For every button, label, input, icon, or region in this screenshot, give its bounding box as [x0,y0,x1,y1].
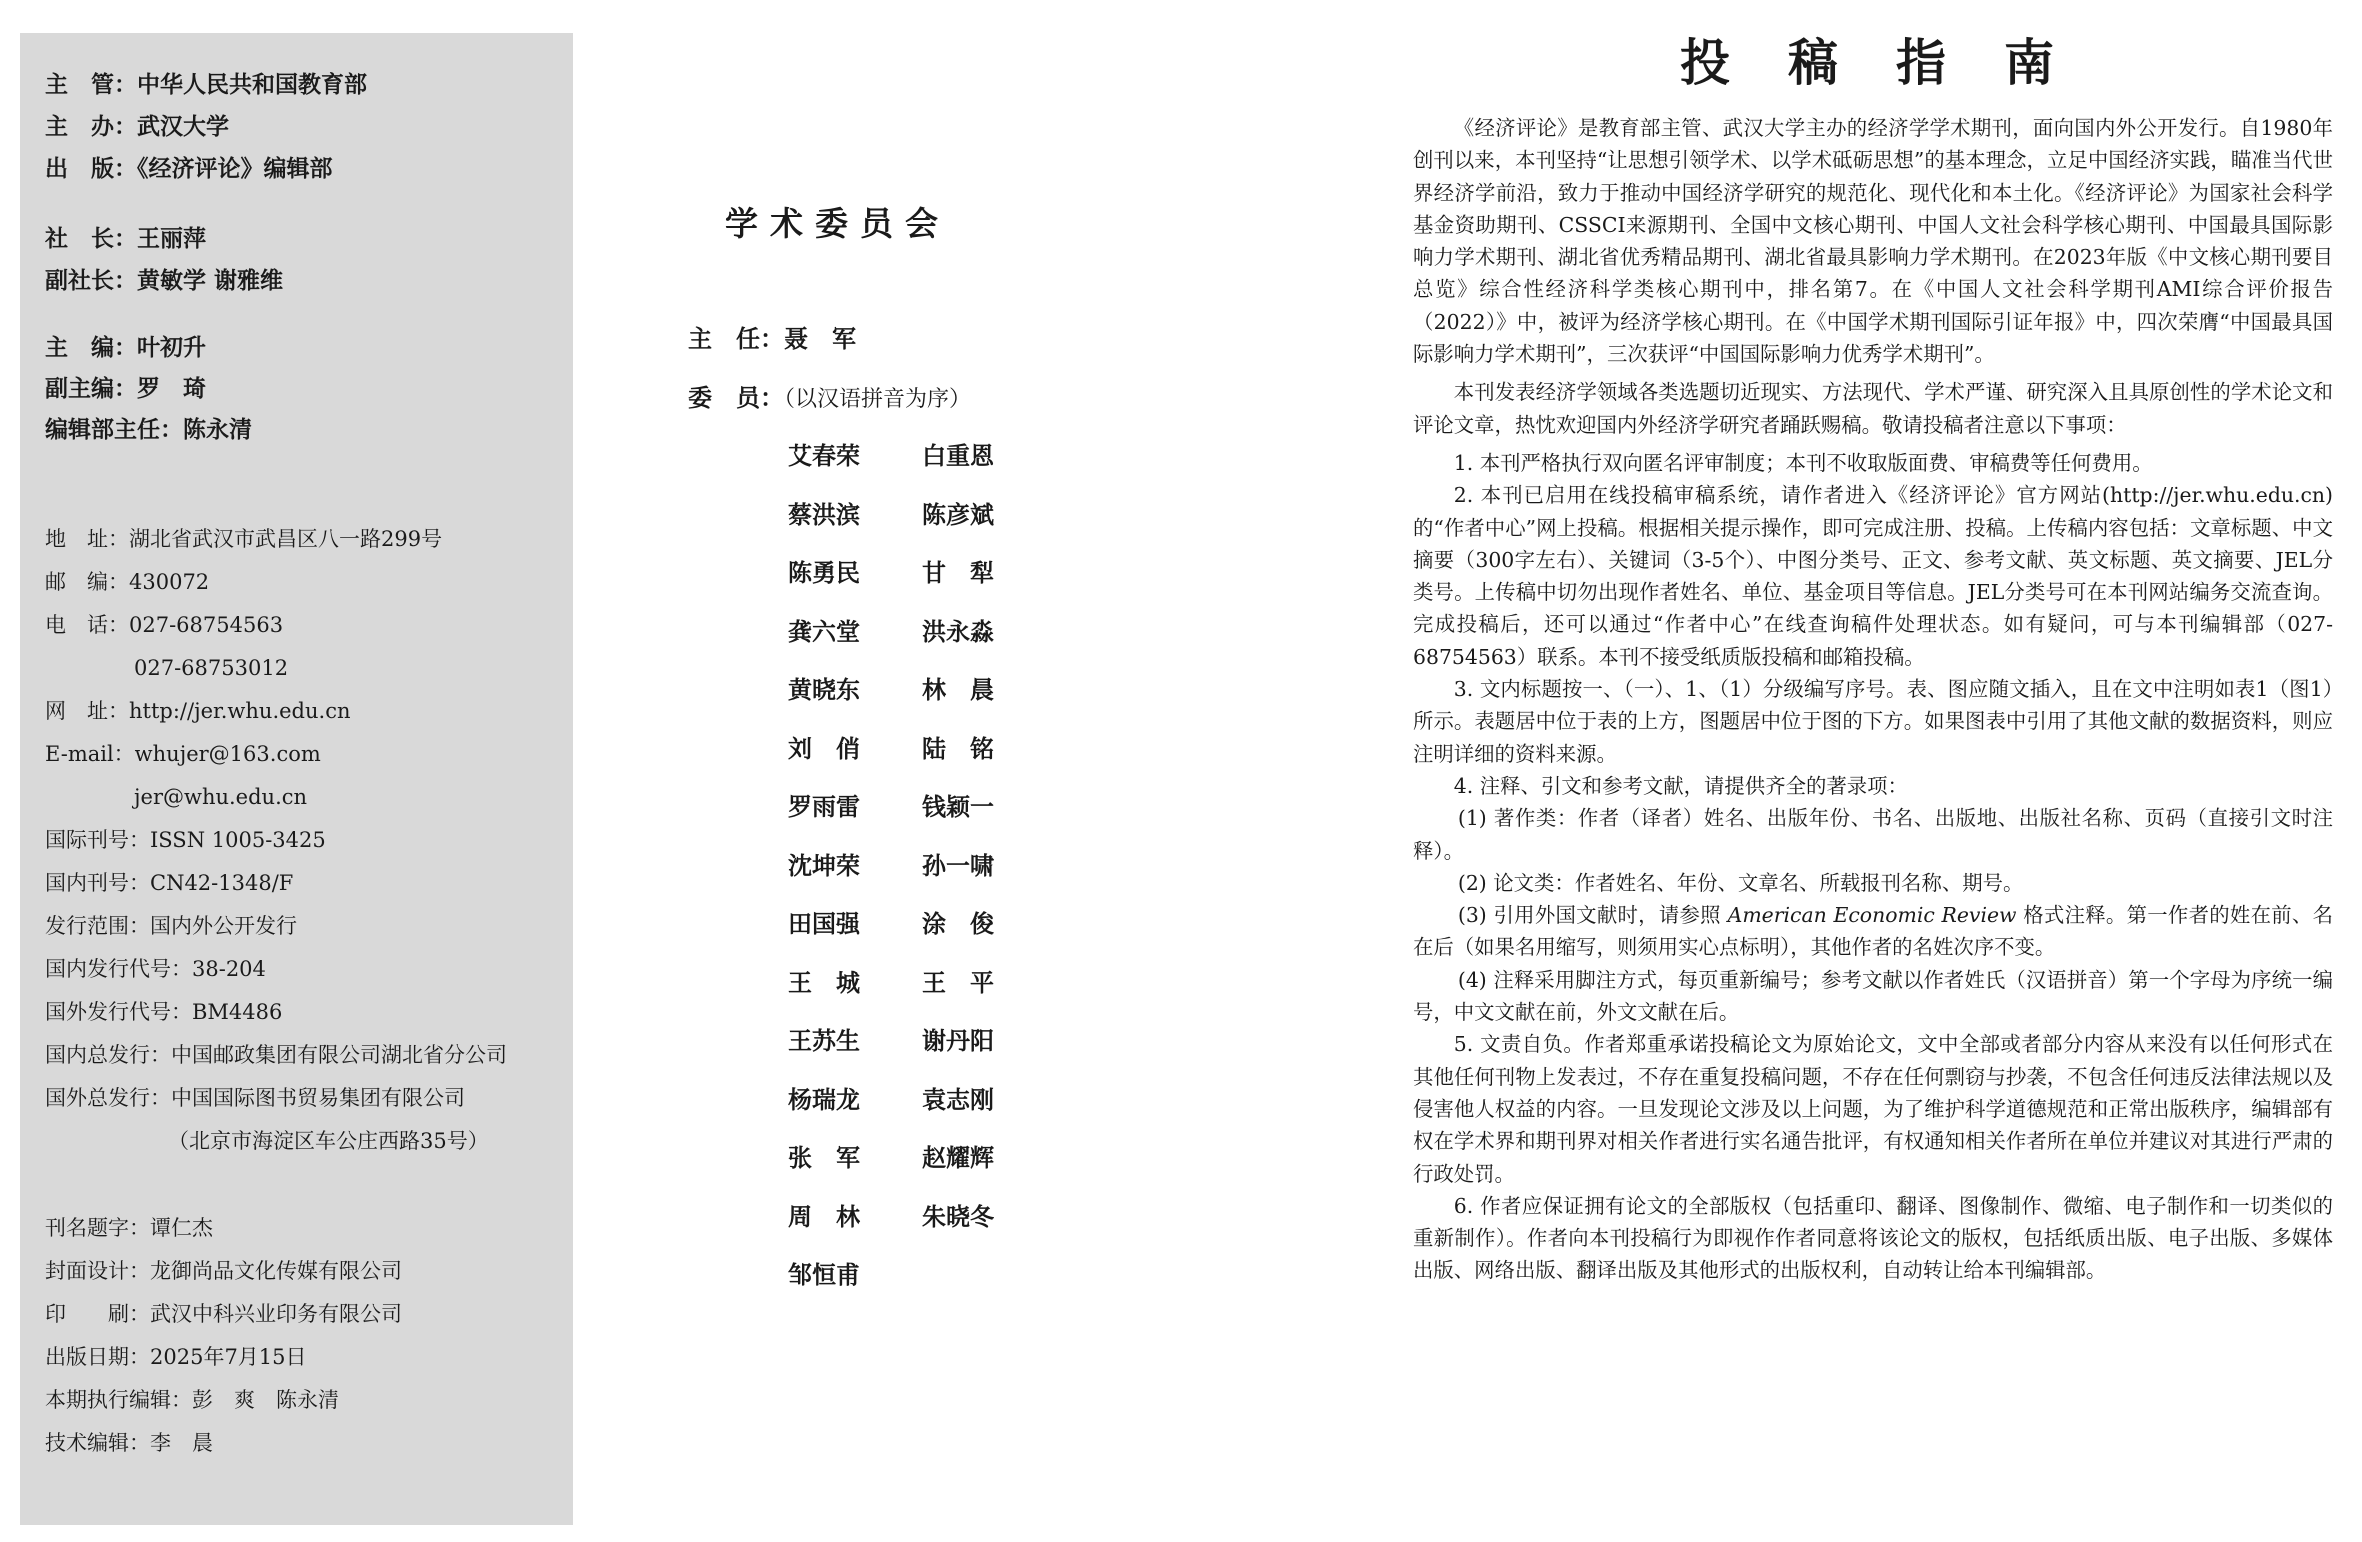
masthead-line: 电 话：027-68754563 [45,613,284,637]
guide-item-2: 2. 本刊已启用在线投稿审稿系统，请作者进入《经济评论》官方网站(http://jer.whu.edu.cn)的“作者中心”网上投稿。根据相关提示操作，即可完成注册、投稿。上传稿内容包括：文章标题、中文摘要（300字左右）、关键词（3-5个）、中图分类号、正文、参考文献、英文标题、英文摘要、JEL分类号。上传稿中切勿出现作者姓名、单位、基金项目等信息。JEL分类号可在本刊网站编务交流查询。完成投稿后，还可以通过“作者中心”在线查询稿件处理状态。如有疑问，可与本刊编辑部（027-68754563）联系。本刊不接受纸质版投稿和邮箱投稿。 [1413,483,2333,669]
masthead-line: 国际刊号：ISSN 1005-3425 [45,828,326,852]
guide-item-4-3 [1413,899,2333,964]
masthead-line: 技术编辑：李 晨 [45,1431,213,1455]
committee-member: 白重恩 [922,441,994,470]
guide-body [1413,112,2333,1287]
masthead-line: 刊名题字：谭仁杰 [45,1216,213,1240]
guide-item-4: 4. 注释、引文和参考文献，请提供齐全的著录项： [1453,773,1908,798]
committee-member: 谢丹阳 [922,1026,994,1055]
committee-member: 王苏生 [788,1026,860,1055]
guide-item-6: 6. 作者应保证拥有论文的全部版权（包括重印、翻译、图像制作、微缩、电子制作和一切类似的重新制作）。作者向本刊投稿行为即视作作者同意将该论文的版权，包括纸质出版、电子出版、多媒体出版、网络出版、翻译出版及其他形式的出版权利，自动转让给本刊编辑部。 [1413,1193,2333,1283]
guide-item-5: 5. 文责自负。作者郑重承诺投稿论文为原始论文，文中全部或者部分内容从来没有以任何形式在其他任何刊物上发表过，不存在重复投稿问题，不存在任何剽窃与抄袭，不包含任何违反法律法规以及侵害他人权益的内容。一旦发现论文涉及以上问题，为了维护科学道德规范和正常出版秩序，编辑部有权在学术界和期刊界对相关作者进行实名通告批评，有权通知相关作者所在单位并建议对其进行严肃的行政处罚。 [1413,1032,2333,1186]
masthead-line: （北京市海淀区车公庄西路35号） [168,1129,489,1153]
committee-member: 黄晓东 [788,675,860,704]
committee-director: 主 任：聂 军 [688,324,856,353]
committee-member: 王 平 [922,968,994,997]
committee-member: 艾春荣 [788,441,860,470]
masthead-line: 邮 编：430072 [45,570,210,594]
guide-intro: 《经济评论》是教育部主管、武汉大学主办的经济学学术期刊，面向国内外公开发行。自1980年创刊以来，本刊坚持“让思想引领学术、以学术砥砺思想”的基本理念，立足中国经济实践，瞄准当代世界经济学前沿，致力于推动中国经济学研究的规范化、现代化和本土化。《经济评论》为国家社会科学基金资助期刊、CSSCI来源期刊、全国中文核心期刊、中国人文社会科学核心期刊、中国最具国际影响力学术期刊、湖北省优秀精品期刊、湖北省最具影响力学术期刊。在2023年版《中文核心期刊要目总览》综合性经济科学类核心期刊中，排名第7。在《中国人文社会科学期刊AMI综合评价报告（2022）》中，被评为经济学核心期刊。在《中国学术期刊国际引证年报》中，四次荣膺“中国最具国际影响力学术期刊”，三次获评“中国国际影响力优秀学术期刊”。 [1413,116,2333,367]
committee-member: 龚六堂 [788,617,860,646]
masthead-line: 副主编：罗 琦 [45,375,206,402]
committee-member: 洪永淼 [922,617,994,646]
masthead-line: 主 办：武汉大学 [45,113,229,140]
masthead-line: E-mail：whujer@163.com [45,742,321,766]
masthead-line: 国外发行代号：BM4486 [45,1000,283,1024]
masthead-line: 地 址：湖北省武汉市武昌区八一路299号 [45,527,443,551]
masthead-line: 出 版：《经济评论》编辑部 [45,155,333,182]
members-note: （以汉语拼音为序） [784,387,972,412]
masthead-line: 发行范围：国内外公开发行 [45,914,297,938]
committee-member: 涂 俊 [922,909,994,938]
committee-member: 陈彦斌 [922,500,994,529]
committee-member: 王 城 [788,968,860,997]
committee-member: 沈坤荣 [788,851,860,880]
masthead-line: 主 编：叶初升 [45,334,206,361]
masthead-line: 编辑部主任：陈永清 [45,416,252,443]
committee-members-label [688,382,971,416]
guide-item-4-2: (2) 论文类：作者姓名、年份、文章名、所载报刊名称、期号。 [1457,870,2024,895]
masthead-line: 出版日期：2025年7月15日 [45,1345,307,1369]
guide-item-4-4: (4) 注释采用脚注方式，每页重新编号；参考文献以作者姓氏（汉语拼音）第一个字母为序统一编号，中文文献在前，外文文献在后。 [1413,967,2333,1025]
committee-member: 朱晓冬 [922,1202,994,1231]
guide-item-3: 3. 文内标题按一、（一）、1、（1）分级编写序号。表、图应随文插入，且在文中注明如表1（图1）所示。表题居中位于表的上方，图题居中位于图的下方。如果图表中引用了其他文献的数据资料，则应注明详细的资料来源。 [1413,677,2333,766]
masthead-line: 副社长：黄敏学 谢雅维 [45,267,284,294]
guide-notice: 本刊发表经济学领域各类选题切近现实、方法现代、学术严谨、研究深入且具原创性的学术论文和评论文章，热忱欢迎国内外经济学研究者踊跃赐稿。敬请投稿者注意以下事项： [1413,380,2333,437]
masthead-line: 027-68753012 [134,656,289,680]
guide-item-1: 1. 本刊严格执行双向匿名评审制度；本刊不收取版面费、审稿费等任何费用。 [1453,450,2153,475]
committee-member: 林 晨 [922,675,994,704]
masthead-line: jer@whu.edu.cn [134,785,308,809]
guide-item-4-3-b: 格式注释。第一作者的姓在前、名在后（如果名用缩写，则须用实心点标明），其他作者的名姓次序不变。 [1413,903,2333,960]
committee-member: 赵耀辉 [922,1143,994,1172]
committee-member: 甘 犁 [922,558,994,587]
committee-member: 袁志刚 [922,1085,994,1114]
committee-member: 邹恒甫 [788,1260,860,1289]
committee-member: 陈勇民 [788,558,860,587]
masthead-line: 网 址：http://jer.whu.edu.cn [45,699,351,723]
masthead-line: 国外总发行：中国国际图书贸易集团有限公司 [45,1086,465,1110]
masthead-line: 印 刷：武汉中科兴业印务有限公司 [45,1302,402,1326]
members-label: 委 员： [688,383,784,412]
committee-member: 张 军 [788,1143,860,1172]
committee-member: 陆 铭 [922,734,994,763]
masthead-line: 国内发行代号：38-204 [45,957,266,981]
committee-title: 学术委员会 [725,204,950,243]
committee-member: 蔡洪滨 [788,500,860,529]
guide-item-4-3-a: (3) 引用外国文献时，请参照 [1457,903,1728,928]
committee-member: 孙一啸 [922,851,994,880]
journal-name: American Economic Review [1727,903,2017,928]
masthead-line: 封面设计：龙御尚品文化传媒有限公司 [45,1259,402,1283]
committee-member: 田国强 [788,909,860,938]
guide-title: 投稿指南 [1680,33,2112,92]
committee-member: 杨瑞龙 [788,1085,860,1114]
masthead-line: 国内刊号：CN42-1348/F [45,871,294,895]
masthead-line: 本期执行编辑：彭 爽 陈永清 [45,1388,339,1412]
committee-member: 罗雨雷 [788,792,860,821]
committee-member: 周 林 [788,1202,860,1231]
guide-item-4-1: (1) 著作类：作者（译者）姓名、出版年份、书名、出版地、出版社名称、页码（直接引文时注释）。 [1413,806,2333,863]
committee-member: 钱颖一 [922,792,994,821]
committee-member: 刘 俏 [788,734,860,763]
masthead-line: 国内总发行：中国邮政集团有限公司湖北省分公司 [45,1043,507,1067]
masthead-line: 主 管：中华人民共和国教育部 [45,71,367,98]
masthead-line: 社 长：王丽萍 [45,225,206,252]
